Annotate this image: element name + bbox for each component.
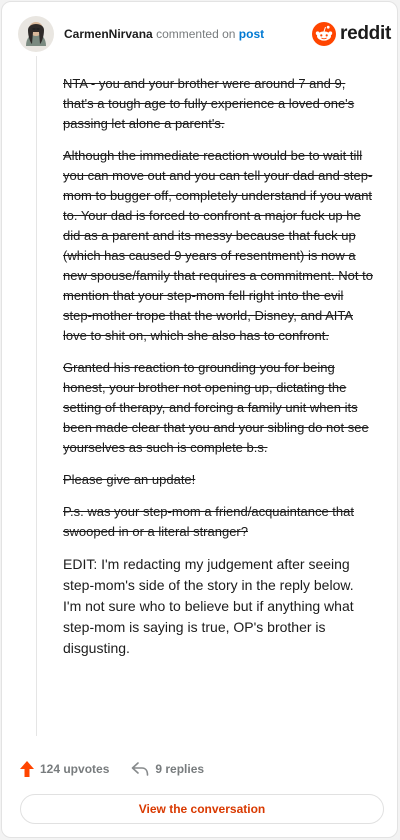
reddit-wordmark: reddit [340,23,391,44]
edit-paragraph: EDIT: I'm redacting my judgement after seeing step-mom's side of the story in the reply below. I'm not sure who to believe but if anything what step-mom is saying is true, OP's brother is disgusting. [63,556,354,656]
comment-paragraph: Although the immediate reaction would be to wait till you can move out and you can tell your dad and step-mom to bugger off, completely understand if you want to. Your dad is forced to confront a major fuck up he did as a parent and its messy because that fuck up (which has caused 9 years of resentment) is now a new spouse/family that requires a commitment. Not to mention that your step-mom fell right into the evil step-mother trope that the world, Disney, and AITA love to shit on, which she also has to confront. [63,148,373,343]
username-link[interactable]: CarmenNirvana [64,27,153,41]
comment-paragraph: NTA - you and your brother were around 7 and 9, that's a tough age to fully experience a loved one's passing let alone a parent's. [63,76,355,131]
comment-header [64,27,264,41]
thread-line [36,56,37,736]
post-link[interactable]: post [238,27,265,41]
avatar[interactable] [18,16,54,52]
comment-footer [19,758,204,780]
upvote-count: 124 upvotes [40,762,110,776]
reddit-logo[interactable] [312,22,391,46]
comment-body [63,74,375,671]
comment-paragraph: P.s. was your step-mom a friend/acquaintance that swooped in or a literal stranger? [63,504,354,539]
view-conversation-button[interactable]: View the conversation [20,794,384,824]
commented-on-text: commented on [156,27,236,41]
replies-count: 9 replies [155,762,205,776]
upvote-icon[interactable] [19,760,35,778]
reply-arrow-icon [131,761,149,777]
reddit-snoo-icon [312,22,336,46]
comment-paragraph: Please give an update! [63,472,196,487]
comment-paragraph: Granted his reaction to grounding you for being honest, your brother not opening up, dictating the setting of therapy, and forcing a family unit when its been made clear that you and your sibling do not see yourselves as such is complete b.s. [63,360,369,455]
comment-card [1,1,398,838]
replies-link[interactable] [131,761,204,777]
